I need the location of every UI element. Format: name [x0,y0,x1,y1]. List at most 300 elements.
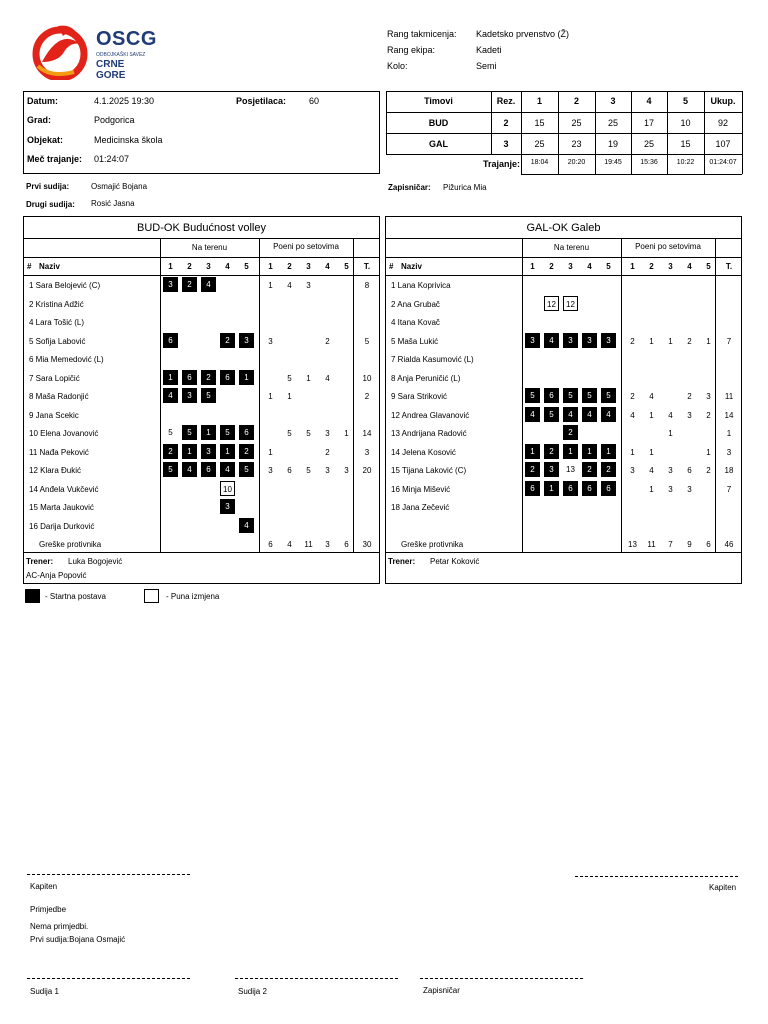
total-points: 3 [364,447,370,457]
primjedbe-note: Prvi sudija:Bojana Osmajić [30,935,126,944]
set-header: 2 [187,262,192,271]
meta-value: Kadeti [476,45,502,55]
set-header: 4 [225,262,230,271]
court-position: 12 [544,296,559,311]
set-points: 3 [687,410,692,420]
court-position: 6 [563,481,578,496]
total-points: 5 [364,336,370,346]
court-position: 5 [220,425,235,440]
team-hline [24,257,379,258]
court-position: 5 [182,425,197,440]
set-points: 11 [647,540,656,549]
court-position: 6 [220,370,235,385]
zapisnicar-value: Pižurica Mia [443,183,487,192]
trener-label: Trener: [26,557,54,566]
score-header: Rez. [496,96,516,106]
assistant-coach: AC-Anja Popović [26,571,87,580]
trajanje-label: Meč trajanje: [27,154,83,164]
total-points: 8 [364,281,370,290]
court-position: 6 [525,481,540,496]
court-position: 6 [182,370,197,385]
score-header: 2 [573,96,579,106]
set-points: 5 [287,429,292,438]
court-position: 2 [601,462,616,477]
score-cell: 23 [571,139,582,149]
court-position: 4 [220,462,235,477]
col-naziv: Naziv [401,262,422,271]
court-position: 4 [182,462,197,477]
court-position: 4 [544,333,559,348]
player-name: 9 Jana Scekic [29,410,79,420]
court-position: 13 [566,465,575,474]
set-points: 3 [268,466,273,475]
set-points: 5 [306,466,311,475]
team-title: BUD-OK Budućnost volley [137,222,266,234]
meta-value: Semi [476,61,497,71]
set-points: 2 [687,392,692,401]
kapiten-left-label: Kapiten [30,882,58,891]
col-hash: # [27,262,32,271]
score-cell: 25 [607,118,618,128]
score-cell: 25 [571,118,582,128]
court-position: 3 [239,333,254,348]
score-header: Timovi [424,96,453,106]
set-points: 6 [344,540,349,549]
court-position: 6 [201,462,216,477]
set-duration: 15:36 [640,159,658,166]
player-name: 9 Sara Striković [391,392,448,401]
legend-sub-swatch [144,589,159,603]
team-table-away [385,216,742,584]
team-vline [160,238,161,552]
player-name: 5 Sofija Labović [29,336,86,346]
score-header: 4 [646,96,652,106]
court-position: 5 [563,388,578,403]
court-position: 4 [601,407,616,422]
court-position: 10 [220,481,235,496]
court-position: 6 [601,481,616,496]
score-cell: 92 [717,118,728,128]
set-duration: 10:22 [676,159,695,166]
score-cell: GAL [429,139,448,149]
player-name: 2 Kristina Adžić [29,299,84,309]
court-position: 1 [220,444,235,459]
zapisnicar-line [420,978,583,979]
legend-sub-label: - Puna izmjena [166,592,220,601]
court-position: 5 [239,462,254,477]
player-name: 15 Marta Jauković [29,503,94,512]
player-name: Greške protivnika [39,540,102,549]
set-header: 2 [287,262,292,271]
total-points: 11 [724,392,734,401]
set-points: 3 [325,466,330,475]
grad-label: Grad: [27,115,52,125]
court-position: 3 [582,333,597,348]
set-points: 5 [287,373,292,383]
court-position: 2 [239,444,254,459]
set-header: 3 [568,262,573,271]
team-hline [386,238,741,239]
team-title: GAL-OK Galeb [526,222,601,234]
score-hline [386,112,742,113]
set-points: 1 [268,281,273,290]
set-points: 1 [649,336,654,346]
court-position: 4 [239,518,254,533]
score-header: 5 [682,96,688,106]
player-name: 12 Andrea Glavanović [391,410,470,420]
meta-label: Kolo: [387,61,408,71]
set-header: 3 [668,262,673,271]
court-position: 4 [563,407,578,422]
set-points: 1 [287,392,292,401]
set-points: 2 [630,392,635,401]
set-points: 13 [628,540,637,549]
court-position: 1 [582,444,597,459]
set-header: 1 [168,262,173,271]
court-position: 3 [201,444,216,459]
court-position: 1 [201,425,216,440]
set-header: 5 [706,262,711,271]
team-hline [24,238,379,239]
player-name: 1 Lana Koprivica [391,281,451,290]
court-position: 6 [582,481,597,496]
player-name: 1 Sara Belojević (C) [29,281,101,290]
player-name: 15 Tijana Laković (C) [391,466,467,475]
set-points: 1 [630,447,635,457]
court-position: 5 [168,428,173,437]
meta-block [387,29,687,77]
score-cell: 15 [680,139,691,149]
objekat-value: Medicinska škola [94,135,163,145]
team-vline [522,238,523,552]
set-points: 5 [306,429,311,438]
set-points: 1 [268,392,273,401]
na-terenu-label: Na terenu [191,243,228,252]
set-header: 1 [630,262,635,271]
set-points: 3 [344,466,349,475]
court-position: 4 [201,277,216,292]
player-name: 8 Anja Peruničić (L) [391,373,461,383]
court-position: 2 [563,425,578,440]
set-points: 1 [649,410,654,420]
posjetilaca-label: Posjetilaca: [236,96,287,106]
set-points: 2 [706,466,711,475]
score-hline [386,154,742,155]
col-naziv: Naziv [39,262,60,271]
player-name: 7 Sara Lopičić [29,373,80,383]
kapiten-right-label: Kapiten [709,883,737,892]
set-header: 5 [244,262,249,271]
set-points: 3 [268,336,273,346]
set-points: 1 [306,373,311,383]
objekat-label: Objekat: [27,135,64,145]
set-header: 4 [325,262,330,271]
player-name: Greške protivnika [401,540,464,549]
team-hline [386,552,741,553]
zapisnicar-sign-label: Zapisničar [423,986,460,995]
team-vline [621,238,622,552]
team-hline [386,257,741,258]
set-points: 1 [268,447,273,457]
court-position: 2 [525,462,540,477]
team-vline [259,238,260,552]
court-position: 1 [563,444,578,459]
total-points: 2 [364,392,370,401]
logo-subtext-2: CRNE GORE [96,59,126,81]
sudija2-label: Sudija 2 [238,987,267,996]
set-points: 1 [649,447,654,457]
set-points: 1 [668,429,673,438]
court-position: 5 [582,388,597,403]
court-position: 6 [163,333,178,348]
set-header: 1 [268,262,273,271]
court-position: 3 [544,462,559,477]
set-points: 3 [706,392,711,401]
set-points: 1 [649,484,654,494]
kapiten-left-line [27,874,190,875]
team-hline [24,552,379,553]
set-points: 4 [649,392,654,401]
drugi-sudija-label: Drugi sudija: [26,200,75,209]
posjetilaca-value: 60 [309,96,320,106]
set-points: 2 [325,336,330,346]
player-name: 18 Jana Zečević [391,503,450,512]
set-header: 3 [206,262,211,271]
score-hline [386,91,742,92]
kapiten-right-line [575,876,738,877]
set-points: 9 [687,540,692,549]
set-header: 5 [606,262,611,271]
sudija1-line [27,978,190,979]
total-points: 30 [362,540,372,549]
trajanje-value: 01:24:07 [94,154,130,164]
trener-label: Trener: [388,557,416,566]
set-duration: 20:20 [567,159,586,166]
player-name: 16 Darija Durković [29,521,95,531]
trener-name: Luka Bogojević [68,557,123,566]
score-cell: 10 [680,118,691,128]
set-points: 3 [325,540,330,549]
total-points: 3 [726,447,732,457]
prvi-sudija-value: Osmajić Bojana [91,182,148,191]
logo-text: OSCG [96,28,157,50]
set-points: 3 [687,484,692,494]
court-position: 5 [544,407,559,422]
score-cell: BUD [428,118,449,128]
court-position: 3 [601,333,616,348]
score-cell: 2 [503,118,509,128]
court-position: 1 [544,481,559,496]
total-points: 20 [362,466,372,475]
score-table [386,91,742,174]
set-points: 4 [649,466,654,475]
set-points: 4 [287,540,292,549]
poeni-label: Poeni po setovima [273,242,339,251]
set-points: 6 [687,466,692,475]
player-name: 16 Minja Mišević [391,484,451,494]
legend-start-swatch [25,589,40,603]
player-name: 7 Rialda Kasumović (L) [391,355,474,364]
total-points: 7 [726,484,732,494]
court-position: 2 [163,444,178,459]
team-hline [24,275,379,276]
col-t: T. [363,262,371,271]
court-position: 4 [582,407,597,422]
score-hline [386,133,742,134]
score-cell: 3 [503,139,509,149]
primjedbe-label: Primjedbe [30,905,67,914]
court-position: 1 [601,444,616,459]
court-position: 3 [182,388,197,403]
player-name: 13 Andrijana Radović [391,429,467,438]
legend-start-label: - Startna postava [45,592,106,601]
meta-label: Rang ekipa: [387,45,436,55]
set-header: 2 [549,262,554,271]
set-points: 11 [304,540,313,549]
court-position: 2 [220,333,235,348]
set-points: 6 [706,540,711,549]
score-header: 3 [610,96,616,106]
set-header: 5 [344,262,349,271]
player-name: 4 Itana Kovač [391,318,440,327]
player-name: 8 Maša Radonjić [29,392,89,401]
court-position: 1 [182,444,197,459]
court-position: 3 [525,333,540,348]
court-position: 2 [182,277,197,292]
score-cell: 107 [715,139,731,149]
set-points: 3 [668,466,673,475]
total-points: 14 [724,410,734,420]
set-header: 2 [649,262,654,271]
drugi-sudija-value: Rosić Jasna [91,199,135,208]
set-points: 2 [630,336,635,346]
set-duration: 01:24:07 [709,159,737,166]
court-position: 5 [163,462,178,477]
total-points: 1 [726,429,732,438]
court-position: 4 [525,407,540,422]
score-hline [521,174,742,175]
set-points: 6 [268,540,273,549]
col-t: T. [725,262,733,271]
player-name: 14 Jelena Kosović [391,447,456,457]
court-position: 3 [163,277,178,292]
score-cell: 17 [643,118,654,128]
court-position: 2 [582,462,597,477]
team-vline [353,238,354,552]
court-position: 2 [201,370,216,385]
set-points: 1 [668,336,673,346]
total-points: 46 [724,540,734,549]
total-points: 14 [362,429,372,438]
grad-value: Podgorica [94,115,135,125]
total-points: 10 [362,373,372,383]
player-name: 6 Mia Memedović (L) [29,355,104,364]
set-header: 1 [530,262,535,271]
set-points: 7 [668,540,673,549]
set-duration: 18:04 [530,159,549,166]
player-name: 10 Elena Jovanović [29,429,99,438]
poeni-label: Poeni po setovima [635,242,701,251]
trener-name: Petar Koković [430,557,480,566]
player-name: 11 Nađa Peković [29,447,89,457]
zapisnicar-label: Zapisničar: [388,183,431,192]
court-position: 6 [544,388,559,403]
set-points: 4 [668,410,673,420]
set-points: 4 [287,281,292,290]
set-points: 6 [287,466,292,475]
score-cell: 19 [607,139,618,149]
datum-value: 4.1.2025 19:30 [94,96,155,106]
score-cell: 25 [534,139,545,149]
sudija1-label: Sudija 1 [30,987,59,996]
court-position: 1 [239,370,254,385]
set-points: 4 [325,373,330,383]
set-header: 4 [687,262,692,271]
set-points: 3 [306,281,311,290]
trajanje-label: Trajanje: [483,159,521,169]
player-name: 12 Klara Đukić [29,466,82,475]
set-duration: 19:45 [604,159,622,166]
set-points: 2 [325,447,330,457]
set-points: 3 [668,484,673,494]
court-position: 5 [201,388,216,403]
total-points: 7 [726,336,732,346]
player-name: 14 Anđela Vukčević [29,484,99,494]
primjedbe-text: Nema primjedbi. [30,922,89,931]
court-position: 2 [544,444,559,459]
prvi-sudija-label: Prvi sudija: [26,182,70,191]
set-header: 3 [306,262,311,271]
team-hline [386,275,741,276]
set-points: 2 [687,336,692,346]
set-points: 4 [630,410,635,420]
score-cell: 25 [643,139,654,149]
court-position: 5 [601,388,616,403]
set-points: 1 [706,336,711,346]
player-name: 4 Lara Tošić (L) [29,318,84,327]
court-position: 12 [563,296,578,311]
court-position: 1 [525,444,540,459]
na-terenu-label: Na terenu [553,243,590,252]
player-name: 5 Maša Lukić [391,336,439,346]
total-points: 18 [724,466,734,475]
court-position: 3 [220,499,235,514]
set-points: 3 [630,466,635,475]
meta-label: Rang takmicenja: [387,29,457,39]
score-cell: 15 [534,118,545,128]
meta-value: Kadetsko prvenstvo (Ž) [476,29,570,39]
court-position: 5 [525,388,540,403]
set-header: 4 [587,262,592,271]
col-hash: # [389,262,394,271]
court-position: 3 [563,333,578,348]
player-name: 2 Ana Grubač [391,299,440,309]
logo-emblem-icon [30,22,92,80]
logo-subtext: ODBOJKAŠKI SAVEZ [96,52,146,58]
set-points: 2 [706,410,711,420]
score-header: 1 [536,96,542,106]
score-vline [742,91,743,174]
logo [30,22,157,81]
set-points: 1 [706,447,711,457]
team-table-home [23,216,380,584]
score-header: Ukup. [710,96,736,106]
set-points: 1 [344,429,349,438]
datum-label: Datum: [27,96,58,106]
set-points: 3 [325,429,330,438]
court-position: 4 [163,388,178,403]
court-position: 1 [163,370,178,385]
